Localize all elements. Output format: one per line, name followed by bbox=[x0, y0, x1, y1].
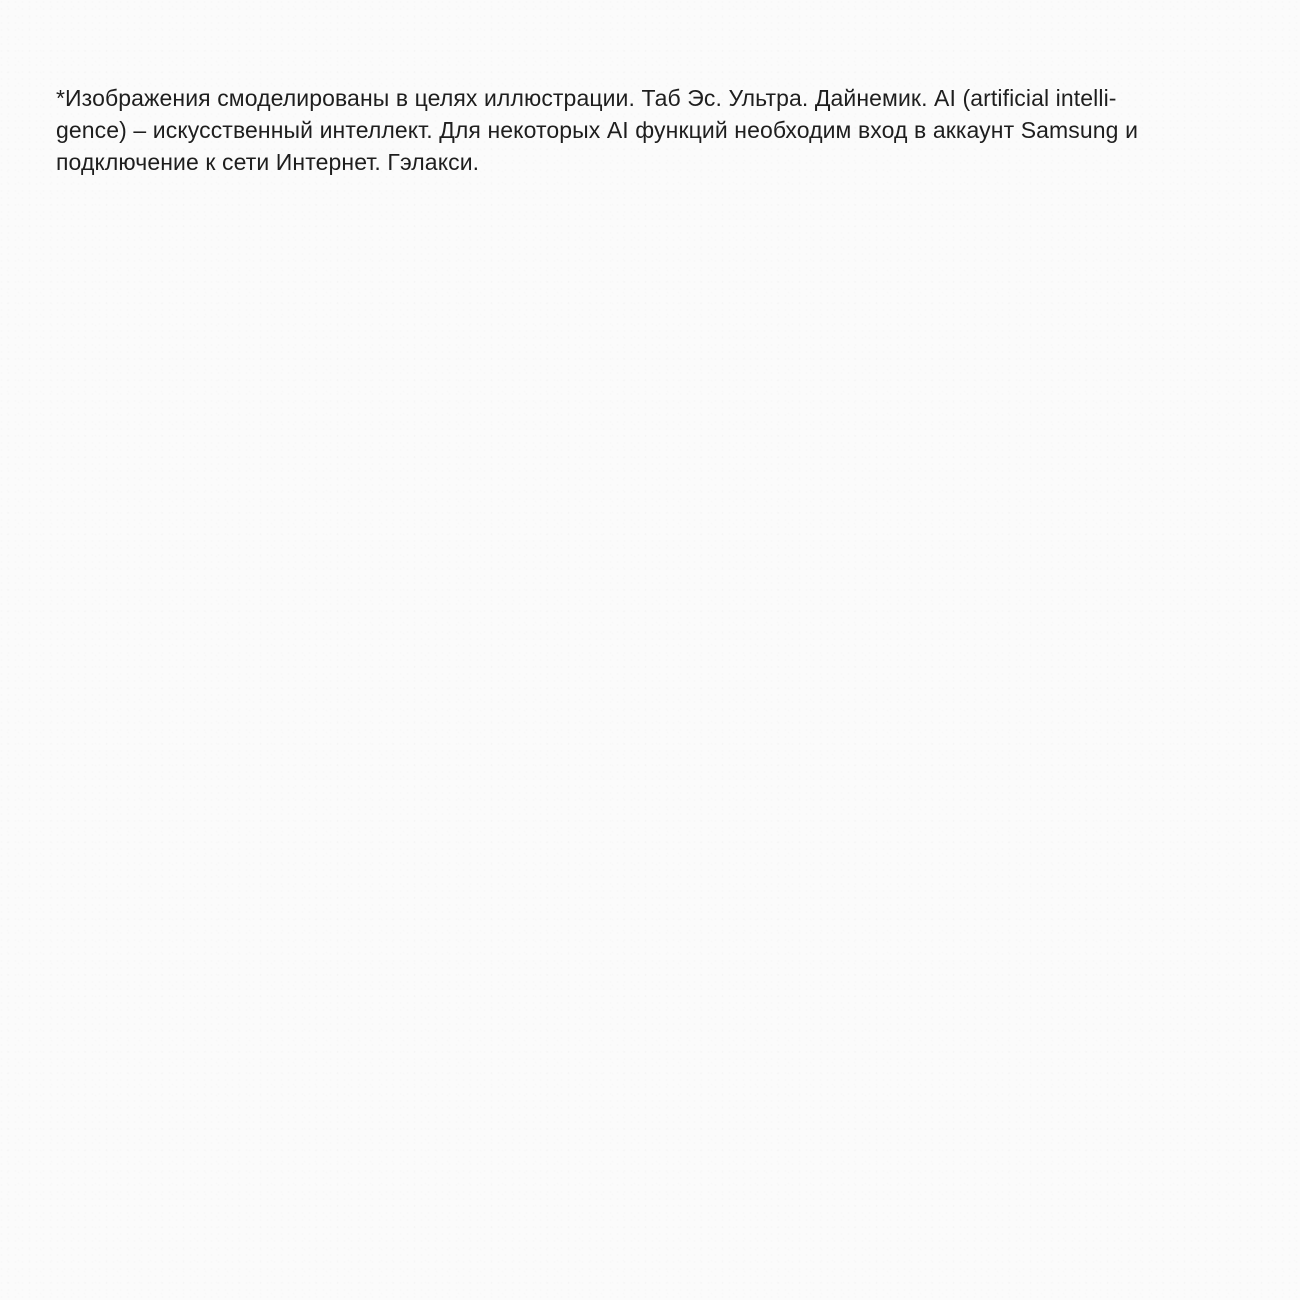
disclaimer-line-2: gence) – искусственный интеллект. Для некоторых AI функций необходим вход в аккаунт Samsung и bbox=[56, 117, 1139, 143]
disclaimer-line-1: *Изображения смоделированы в целях иллюстрации. Таб Эс. Ультра. Дайнемик. AI (artificial intelli- bbox=[56, 85, 1117, 111]
disclaimer-text bbox=[56, 82, 1250, 178]
disclaimer-line-3: подключение к сети Интернет. Гэлакси. bbox=[56, 149, 480, 175]
